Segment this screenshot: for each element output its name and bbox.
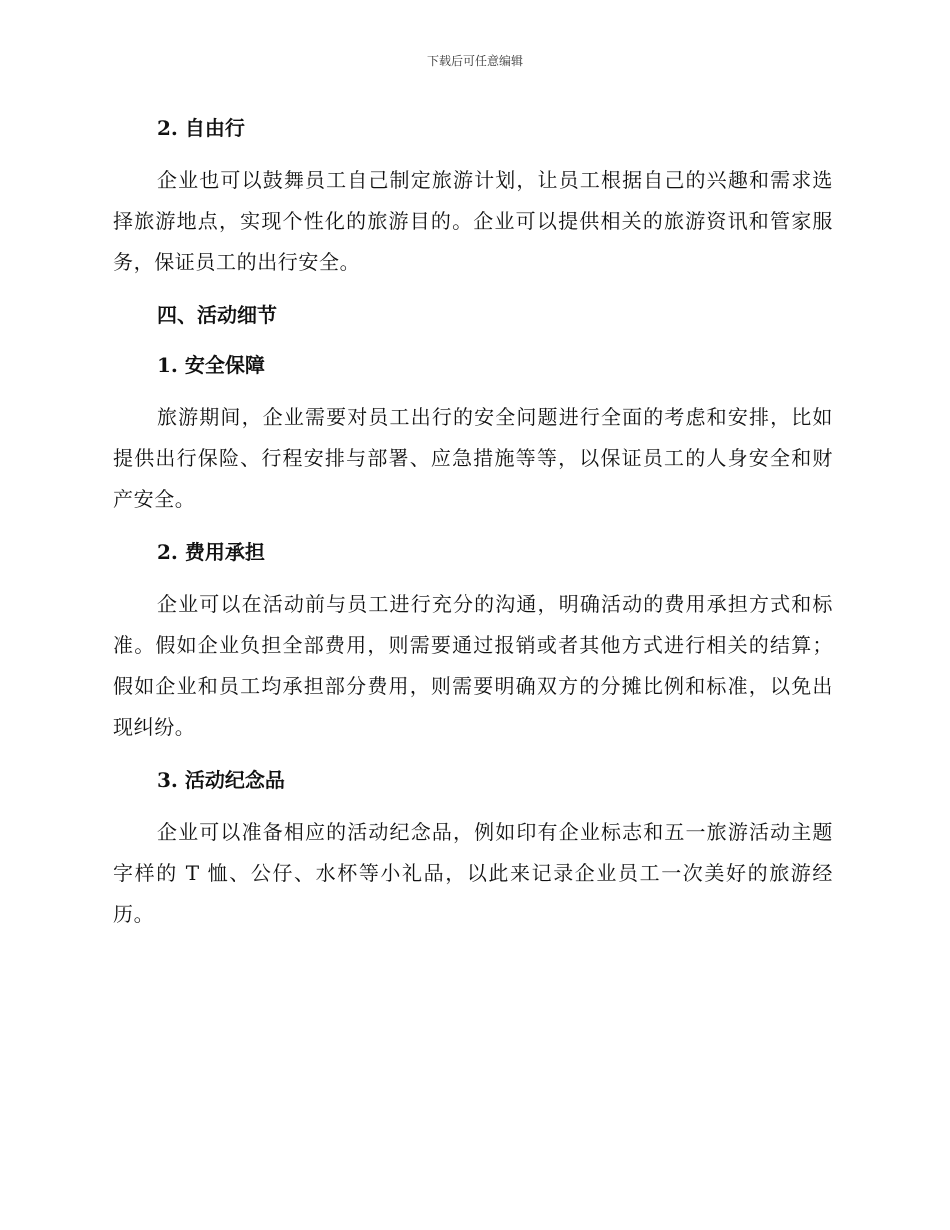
section-heading-costs: 2. 费用承担 [157,540,265,564]
paragraph-safety: 旅游期间，企业需要对员工出行的安全问题进行全面的考虑和安排，比如提供出行保险、行程安排与部署、应急措施等等，以保证员工的人身安全和财产安全。 [113,405,833,511]
paragraph-souvenirs: 企业可以准备相应的活动纪念品，例如印有企业标志和五一旅游活动主题字样的 T 恤、公仔、水杯等小礼品，以此来记录企业员工一次美好的旅游经历。 [113,820,833,926]
section-heading-souvenirs: 3. 活动纪念品 [157,768,285,792]
section-heading-activity-details: 四、活动细节 [157,303,277,327]
section-heading-free-travel: 2. 自由行 [157,116,245,140]
paragraph-free-travel: 企业也可以鼓舞员工自己制定旅游计划，让员工根据自己的兴趣和需求选择旅游地点，实现个性化的旅游目的。企业可以提供相关的旅游资讯和管家服务，保证员工的出行安全。 [113,168,833,274]
page-header: 下载后可任意编辑 [426,54,523,68]
document-body [113,110,833,935]
paragraph-costs: 企业可以在活动前与员工进行充分的沟通，明确活动的费用承担方式和标准。假如企业负担全部费用，则需要通过报销或者其他方式进行相关的结算；假如企业和员工均承担部分费用，则需要明确双方的分摊比例和标准，以免出现纠纷。 [113,592,833,739]
section-heading-safety: 1. 安全保障 [157,353,265,377]
